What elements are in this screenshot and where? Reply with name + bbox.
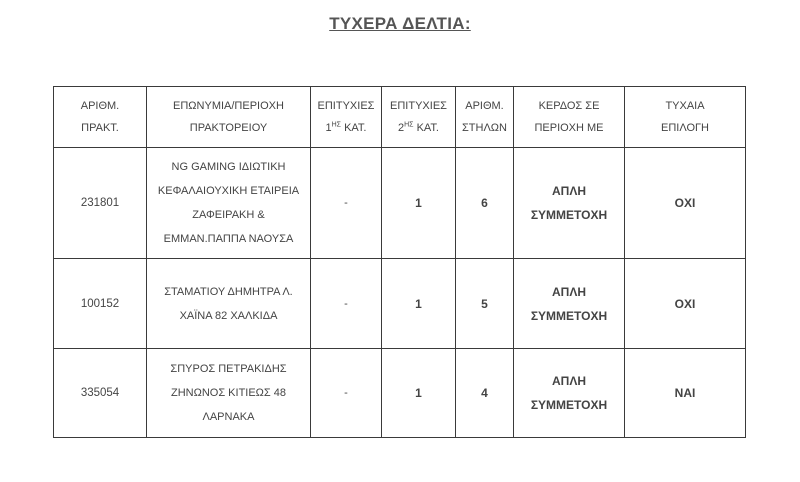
agency-name-line: ΣΤΑΜΑΤΙΟΥ ΔΗΜΗΤΡΑ Λ. (164, 285, 293, 298)
columns-count-cell: 4 (456, 348, 514, 437)
agency-name-cell (147, 148, 311, 259)
random-pick-cell: ΝΑΙ (625, 348, 746, 437)
win-type-line: ΑΠΛΗ (551, 184, 586, 199)
agency-name-line: ΕΜΜΑΝ.ΠΑΠΠΑ ΝΑΟΥΣΑ (163, 233, 294, 246)
header-first-category-wins (311, 87, 382, 148)
header-columns-count-line-1: ΑΡΙΘΜ. (465, 100, 504, 112)
agency-name-line: ΛΑΡΝΑΚΑ (202, 410, 255, 423)
header-random-pick (625, 87, 746, 148)
second-category-wins-cell: 1 (382, 348, 456, 437)
win-type-line: ΣΥΜΜΕΤΟΧΗ (530, 208, 608, 223)
header-agency-no (54, 87, 147, 148)
win-type-line: ΑΠΛΗ (551, 284, 586, 299)
agency-name-line: ΧΑΪΝΑ 82 ΧΑΛΚΙΔΑ (179, 309, 278, 322)
first-category-wins-cell: - (311, 259, 382, 348)
header-random-pick-line-2: ΕΠΙΛΟΓΗ (660, 122, 709, 134)
random-pick-cell: ΟΧΙ (625, 259, 746, 348)
second-category-wins-cell: 1 (382, 259, 456, 348)
win-type-line: ΣΥΜΜΕΤΟΧΗ (530, 397, 608, 412)
header-second-category-wins-line-2 (386, 117, 451, 139)
header-agency-no-line-2: ΠΡΑΚΤ. (81, 122, 119, 134)
header-win-type-line-2: ΠΕΡΙΟΧΗ ΜΕ (534, 122, 604, 134)
agency-number-cell: 335054 (54, 348, 147, 437)
header-row (54, 87, 746, 148)
agency-name-cell (147, 259, 311, 348)
header-second-category-cat: ΚΑΤ. (416, 122, 439, 134)
header-win-type (514, 87, 625, 148)
first-category-wins-cell: - (311, 348, 382, 437)
header-first-category-number: 1 (325, 122, 332, 134)
columns-count-cell: 6 (456, 148, 514, 259)
header-agency-no-line-1: ΑΡΙΘΜ. (80, 100, 120, 112)
table-row (54, 348, 746, 437)
header-first-category-ordinal: ΗΣ (331, 121, 341, 129)
header-second-category-wins-line-1: ΕΠΙΤΥΧΙΕΣ (390, 100, 447, 112)
agency-number-cell: 100152 (54, 259, 147, 348)
header-second-category-wins (382, 87, 456, 148)
page-title: ΤΥΧΕΡΑ ΔΕΛΤΙΑ: (329, 14, 471, 33)
agency-name-line: ΣΠΥΡΟΣ ΠΕΤΡΑΚΙΔΗΣ (170, 362, 287, 375)
first-category-wins-cell: - (311, 148, 382, 259)
header-first-category-wins-line-2 (315, 117, 377, 139)
agency-name-line: ΚΕΦΑΛΑΙΟΥΧΙΚΗ ΕΤΑΙΡΕΙΑ (157, 185, 300, 198)
header-random-pick-line-1: ΤΥΧΑΙΑ (665, 100, 705, 112)
lucky-tickets-table (53, 86, 746, 438)
win-type-cell (514, 348, 625, 437)
header-win-type-line-1: ΚΕΡΔΟΣ ΣΕ (538, 100, 600, 112)
agency-name-line: ΖΗΝΩΝΟΣ ΚΙΤΙΕΩΣ 48 (170, 386, 286, 399)
header-columns-count (456, 87, 514, 148)
agency-number-cell: 231801 (54, 148, 147, 259)
header-agency-name (147, 87, 311, 148)
table-row (54, 259, 746, 348)
win-type-cell (514, 259, 625, 348)
table-row (54, 148, 746, 259)
header-columns-count-line-2: ΣΤΗΛΩΝ (462, 122, 507, 134)
header-first-category-wins-line-1: ΕΠΙΤΥΧΙΕΣ (317, 100, 375, 112)
header-agency-name-line-1: ΕΠΩΝΥΜΙΑ/ΠΕΡΙΟΧΗ (173, 100, 284, 112)
agency-name-cell (147, 348, 311, 437)
agency-name-line: ΖΑΦΕΙΡΑΚΗ & (192, 209, 265, 222)
win-type-line: ΑΠΛΗ (551, 373, 586, 388)
agency-name-line: NG GAMING ΙΔΙΩΤΙΚΗ (171, 161, 286, 174)
columns-count-cell: 5 (456, 259, 514, 348)
header-second-category-number: 2 (397, 122, 405, 134)
header-first-category-cat: ΚΑΤ. (344, 122, 367, 134)
second-category-wins-cell: 1 (382, 148, 456, 259)
header-agency-name-line-2: ΠΡΑΚΤΟΡΕΙΟΥ (189, 122, 268, 134)
win-type-line: ΣΥΜΜΕΤΟΧΗ (530, 308, 608, 323)
random-pick-cell: ΟΧΙ (625, 148, 746, 259)
header-second-category-ordinal: ΗΣ (404, 121, 414, 129)
win-type-cell (514, 148, 625, 259)
